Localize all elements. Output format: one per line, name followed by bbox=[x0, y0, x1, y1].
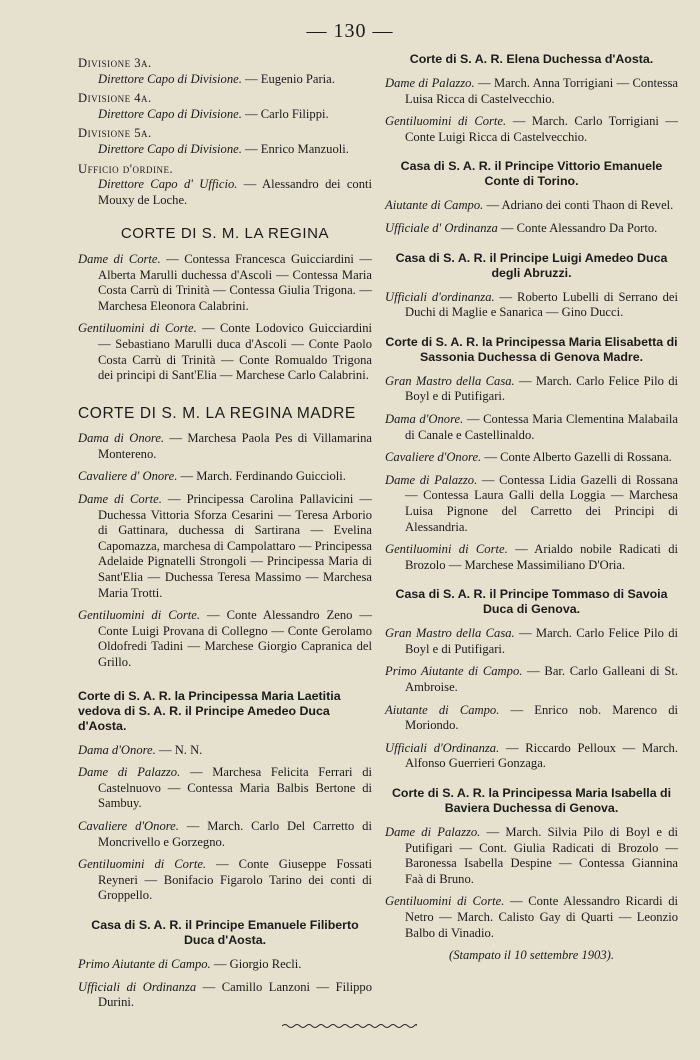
section-heading: CORTE DI S. M. LA REGINA MADRE bbox=[78, 404, 356, 422]
division-label: Divisione 4a. bbox=[78, 91, 152, 106]
entry: Gentiluomini di Corte. — Conte Alessandro Zeno — Conte Luigi Provana di Collegno — Conte Gerolamo Oldofredi Tadini — Marchese Giorgio Capranica del Grillo. bbox=[78, 608, 373, 669]
division-block bbox=[78, 126, 372, 157]
division-line: Direttore Capo di Divisione. — Enrico Manzuoli. bbox=[98, 141, 349, 156]
entry: Dame di Corte. — Contessa Francesca Guicciardini — Alberta Marulli duchessa d'Ascoli — Contessa Maria Costa Carrù di Trinità — Contessa Giulia Trigona. — Marchesa Eleonora Calabrini. bbox=[78, 251, 372, 313]
section-heading: Corte di S. A. R. la Principessa Maria Elisabetta di Sassonia Duchessa di Genova Madre. bbox=[385, 334, 678, 364]
entry: Dame di Palazzo. — Contessa Lidia Gazelli di Rossana — Contessa Laura Galli della Loggia — Marchesa Luisa Pignone del Carretto dei Principi di Alessandria. bbox=[385, 472, 678, 534]
division-label: Divisione 5a. bbox=[78, 126, 152, 141]
division-label: Divisione 3a. bbox=[78, 56, 152, 70]
entry: Gran Mastro della Casa. — March. Carlo Felice Pilo di Boyl e di Putifigari. bbox=[385, 626, 678, 656]
entry: Gentiluomini di Corte. — Conte Giuseppe Fossati Reyneri — Bonifacio Figarolo Tarino dei conti di Groppello. bbox=[78, 857, 373, 903]
entry: Gentiluomini di Corte. — Arialdo nobile Radicati di Brozolo — Marchese Massimiliano D'Oria. bbox=[385, 542, 678, 572]
entry: Dame di Palazzo. — Marchesa Felicita Ferrari di Castelnuovo — Contessa Maria Balbis Bertone di Sambuy. bbox=[78, 765, 373, 811]
entry: Gran Mastro della Casa. — March. Carlo Felice Pilo di Boyl e di Putifigari. bbox=[385, 373, 678, 404]
left-column bbox=[78, 52, 372, 1018]
entry: Ufficiali di Ordinanza — Camillo Lanzoni — Filippo Durini. bbox=[78, 979, 372, 1010]
division-line: Direttore Capo d' Ufficio. — Alessandro dei conti Mouxy de Loche. bbox=[98, 177, 373, 207]
entry: Aiutante di Campo. — Adriano dei conti Thaon di Revel. bbox=[385, 198, 674, 213]
entry: Cavaliere d'Onore. — Conte Alberto Gazelli di Rossana. bbox=[385, 450, 672, 465]
entry: Aiutante di Campo. — Enrico nob. Marenco di Moriondo. bbox=[385, 702, 678, 733]
entry: Dama d'Onore. — Contessa Maria Clementina Malabaila di Canale e Castellinaldo. bbox=[385, 411, 678, 442]
entry: Gentiluomini di Corte. — Conte Alessandro Ricardi di Netro — March. Calisto Gay di Quarti — Leonzio Balbo di Vinadio. bbox=[385, 894, 679, 940]
entry: Dama d'Onore. — N. N. bbox=[78, 742, 203, 757]
entry: Ufficiale d' Ordinanza — Conte Alessandro Da Porto. bbox=[385, 220, 658, 235]
ornament-rule bbox=[282, 1022, 417, 1030]
section-heading: Casa di S. A. R. il Principe Tommaso di Savoia Duca di Genova. bbox=[395, 587, 668, 617]
section-heading: Casa di S. A. R. il Principe Vittorio Emanuele Conte di Torino. bbox=[400, 159, 663, 189]
entry: Dama di Onore. — Marchesa Paola Pes di Villamarina Montereno. bbox=[78, 431, 372, 461]
section-heading: Corte di S. A. R. la Principessa Maria Isabella di Baviera Duchessa di Genova. bbox=[391, 786, 672, 816]
entry: Primo Aiutante di Campo. — Bar. Carlo Galleani di St. Ambroise. bbox=[385, 664, 678, 695]
entry: Dame di Corte. — Principessa Carolina Pallavicini — Duchessa Vittoria Sforza Cesarini — Teresa Arborio di Gattinara, duchessa di Sartirana — Evelina Capomazza, marchesa di Campolattaro — Principessa Adelaide Pignatelli Strongoli — Principessa Maria di Sant'Elia — Duchessa Teresa Massimo — Marchesa Maria Trotti. bbox=[78, 492, 372, 600]
division-label: Ufficio d'ordine. bbox=[78, 161, 174, 176]
page-number: — 130 — bbox=[306, 20, 394, 42]
division-block bbox=[78, 162, 372, 209]
entry: Gentiluomini di Corte. — March. Carlo Torrigiani — Conte Luigi Ricca di Castelvecchio. bbox=[385, 114, 678, 144]
entry: Dame di Palazzo. — March. Silvia Pilo di Boyl e di Putifigari — Cont. Giulia Radicati di Brozolo — Baronessa Isabella Despine — Contessa Giannina Faà di Bruno. bbox=[385, 825, 678, 886]
division-line: Direttore Capo di Divisione. — Carlo Filippi. bbox=[98, 106, 329, 121]
section-heading: Corte di S. A. R. Elena Duchessa d'Aosta. bbox=[409, 52, 654, 66]
entry: Ufficiali d'ordinanza. — Roberto Lubelli di Serrano dei Duchi di Maglie e Sanarica — Gino Ducci. bbox=[385, 289, 678, 320]
entry: Cavaliere d' Onore. — March. Ferdinando Guiccioli. bbox=[78, 469, 346, 484]
entry: Ufficiali d'Ordinanza. — Riccardo Pelloux — March. Alfonso Guerrieri Gonzaga. bbox=[385, 740, 678, 771]
section-heading: CORTE DI S. M. LA REGINA bbox=[120, 225, 330, 243]
division-line: Direttore Capo di Divisione. — Eugenio Paria. bbox=[98, 71, 335, 86]
entry: Gentiluomini di Corte. — Conte Lodovico Guicciardini — Sebastiano Marulli duca d'Ascoli — Conte Paolo Costa Carrù di Trinità — Conte Romualdo Trigona dei principi di Sant'Elia — Marchese Carlo Calabrini. bbox=[78, 321, 372, 383]
print-date: (Stampato il 10 settembre 1903). bbox=[449, 948, 614, 963]
section-heading: Casa di S. A. R. il Principe Luigi Amedeo Duca degli Abruzzi. bbox=[395, 250, 668, 280]
entry: Dame di Palazzo. — March. Anna Torrigiani — Contessa Luisa Ricca di Castelvecchio. bbox=[385, 76, 678, 106]
division-block bbox=[78, 56, 372, 87]
division-block bbox=[78, 91, 372, 122]
section-heading: Corte di S. A. R. la Principessa Maria Laetitia vedova di S. A. R. il Principe Amedeo Duca d'Aosta. bbox=[78, 688, 341, 733]
entry: Primo Aiutante di Campo. — Giorgio Recli. bbox=[78, 956, 302, 971]
section-heading: Casa di S. A. R. il Principe Emanuele Filiberto Duca d'Aosta. bbox=[91, 917, 359, 947]
right-column bbox=[385, 52, 678, 964]
entry: Cavaliere d'Onore. — March. Carlo Del Carretto di Moncrivello e Gorzegno. bbox=[78, 818, 372, 849]
